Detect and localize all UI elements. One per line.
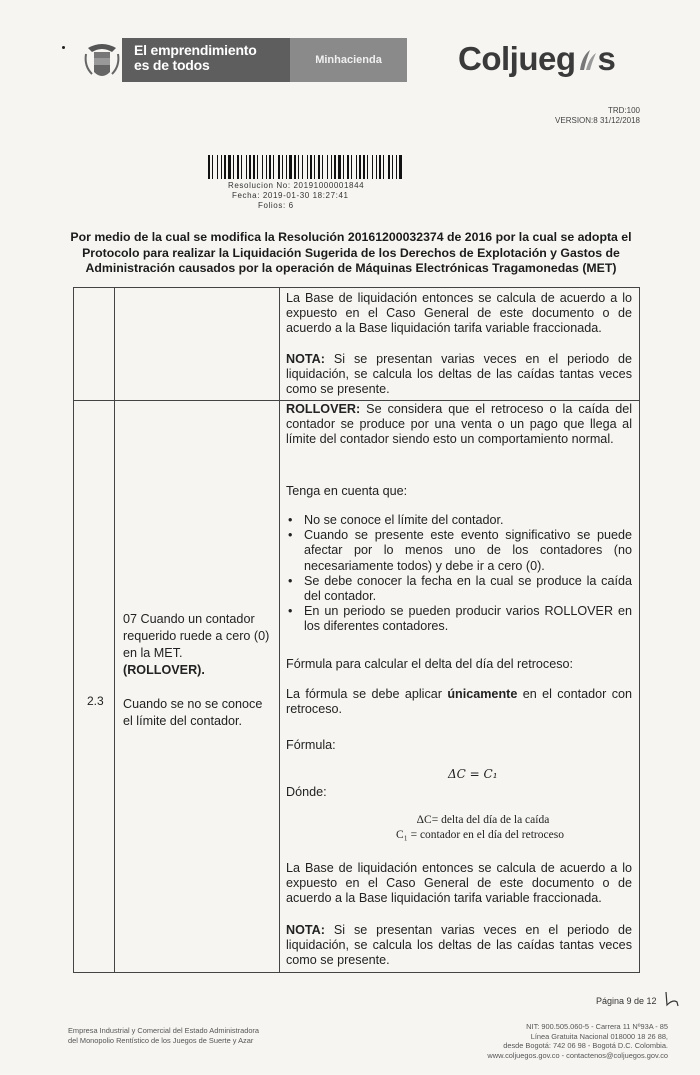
tenga-cuenta: Tenga en cuenta que:: [286, 484, 408, 498]
row1-base-text: La Base de liquidación entonces se calcula de acuerdo a lo expuesto en el Caso General de este documento o de acuerdo a la Base liquidación tarifa variable fraccionada.: [286, 291, 632, 336]
footer-phone: Línea Gratuita Nacional 018000 18 26 88,: [530, 1031, 668, 1041]
definition-counter: C₁ = contador en el día del retroceso: [396, 829, 564, 841]
gov-banner: [122, 38, 407, 82]
resolution-number: Resolucion No: 20191000001844: [228, 181, 365, 190]
definition-delta: ΔC= delta del día de la caída: [416, 814, 550, 826]
footer-bogota: desde Bogotá: 742 06 98 - Bogotá D.C. Colombia.: [503, 1041, 668, 1051]
formula-label: Fórmula:: [286, 738, 336, 752]
footer-web: www.coljuegos.gov.co - contactenos@coljuegos.gov.co: [487, 1050, 668, 1060]
row2-nota-text: Si se presentan varias veces en el periodo de liquidación, se calcula los deltas de las caídas tantas veces como se presente.: [286, 923, 632, 968]
trd-code: TRD:100: [607, 106, 640, 115]
rollover-definition: [286, 402, 632, 448]
row2-nota-label: NOTA:: [286, 923, 325, 937]
row2-description: [123, 611, 273, 747]
resolution-stamp: [228, 181, 364, 211]
formula-definitions: [360, 813, 600, 843]
row1-nota-label: NOTA:: [286, 352, 325, 366]
row2-base-text: La Base de liquidación entonces se calcula de acuerdo a lo expuesto en el Caso General de este documento o de acuerdo a la Base liquidación tarifa variable fraccionada.: [286, 861, 632, 906]
page-number: Página 9 de 12: [596, 996, 657, 1006]
formula-intro: Fórmula para calcular el delta del día del retroceso:: [286, 657, 574, 671]
banner-line-2: es de todos: [134, 57, 210, 73]
row2-number: 2.3: [87, 694, 104, 708]
list-item: • En un periodo se pueden producir varios ROLLOVER en los diferentes contadores.: [286, 604, 632, 634]
formula-apply-a: La fórmula se debe aplicar: [286, 687, 448, 701]
document-title: Por medio de la cual se modifica la Resolución 20161200032374 de 2016 por la cual se adopta el Protocolo para realizar la Liquidación Sugerida de los Derechos de Explotación y Gastos de Administración causados por la operación de Máquinas Electrónicas Tragamonedas (MET): [70, 230, 632, 275]
scan-dot: [62, 46, 65, 49]
footer-company-line2: del Monopolio Rentístico de los Juegos de Suerte y Azar: [68, 1036, 254, 1045]
row1-nota: [286, 352, 632, 398]
brand-suffix: s: [597, 40, 616, 77]
coljuegos-logo: [458, 40, 615, 78]
rollover-text: Se considera que el retroceso o la caída del contador se produce por una venta o un pago que llega al límite del contador siendo esto un comportamiento normal.: [286, 402, 632, 447]
formula-apply: [286, 687, 632, 717]
row2-left-note: Cuando se no se conoce el límite del contador.: [123, 697, 263, 728]
donde-label: Dónde:: [286, 785, 327, 799]
barcode-icon: [208, 155, 404, 179]
resolution-date: Fecha: 2019-01-30 18:27:41: [232, 191, 349, 200]
colombia-coat-of-arms-icon: [82, 40, 122, 84]
row2-nota: [286, 923, 632, 969]
formula-expression: ΔC = C₁: [448, 767, 498, 781]
version-code: VERSION:8 31/12/2018: [555, 116, 640, 125]
formula-apply-b: en el contador con retroceso.: [286, 687, 632, 717]
list-item: • Cuando se presente este evento significativo se puede afectar por lo menos uno de los contadores (no necesariamente todos) y debe ir a cero (0).: [286, 528, 632, 574]
row2-left-bold: (ROLLOVER).: [123, 663, 205, 677]
protocol-table: [73, 287, 640, 973]
list-item: • No se conoce el límite del contador.: [286, 513, 632, 528]
footer-contact: [487, 1022, 668, 1060]
footer-company: [68, 1026, 259, 1046]
row2-left-intro: 07 Cuando un contador requerido ruede a cero (0) en la MET.: [123, 612, 270, 660]
initials-signature-icon: [663, 990, 681, 1008]
ministry-label: Minhacienda: [290, 38, 407, 82]
doc-version: [555, 106, 640, 126]
row1-nota-text: Si se presentan varias veces en el periodo de liquidación, se calcula los deltas de las caídas tantas veces como se presente.: [286, 352, 632, 397]
rollover-bullets: [286, 513, 632, 635]
rollover-label: ROLLOVER:: [286, 402, 361, 416]
footer-nit: NIT: 900.505.060-5 - Carrera 11 Nº93A - 85: [526, 1022, 668, 1031]
resolution-folios: Folios: 6: [258, 201, 294, 210]
brand-leaf-icon: [576, 48, 598, 72]
list-item: • Se debe conocer la fecha en la cual se produce la caída del contador.: [286, 574, 632, 604]
banner-line-1: El emprendimiento: [134, 42, 257, 58]
brand-prefix: Coljueg: [458, 40, 576, 77]
formula-apply-bold: únicamente: [447, 687, 518, 701]
footer-company-line1: Empresa Industrial y Comercial del Estado Administradora: [68, 1026, 260, 1035]
